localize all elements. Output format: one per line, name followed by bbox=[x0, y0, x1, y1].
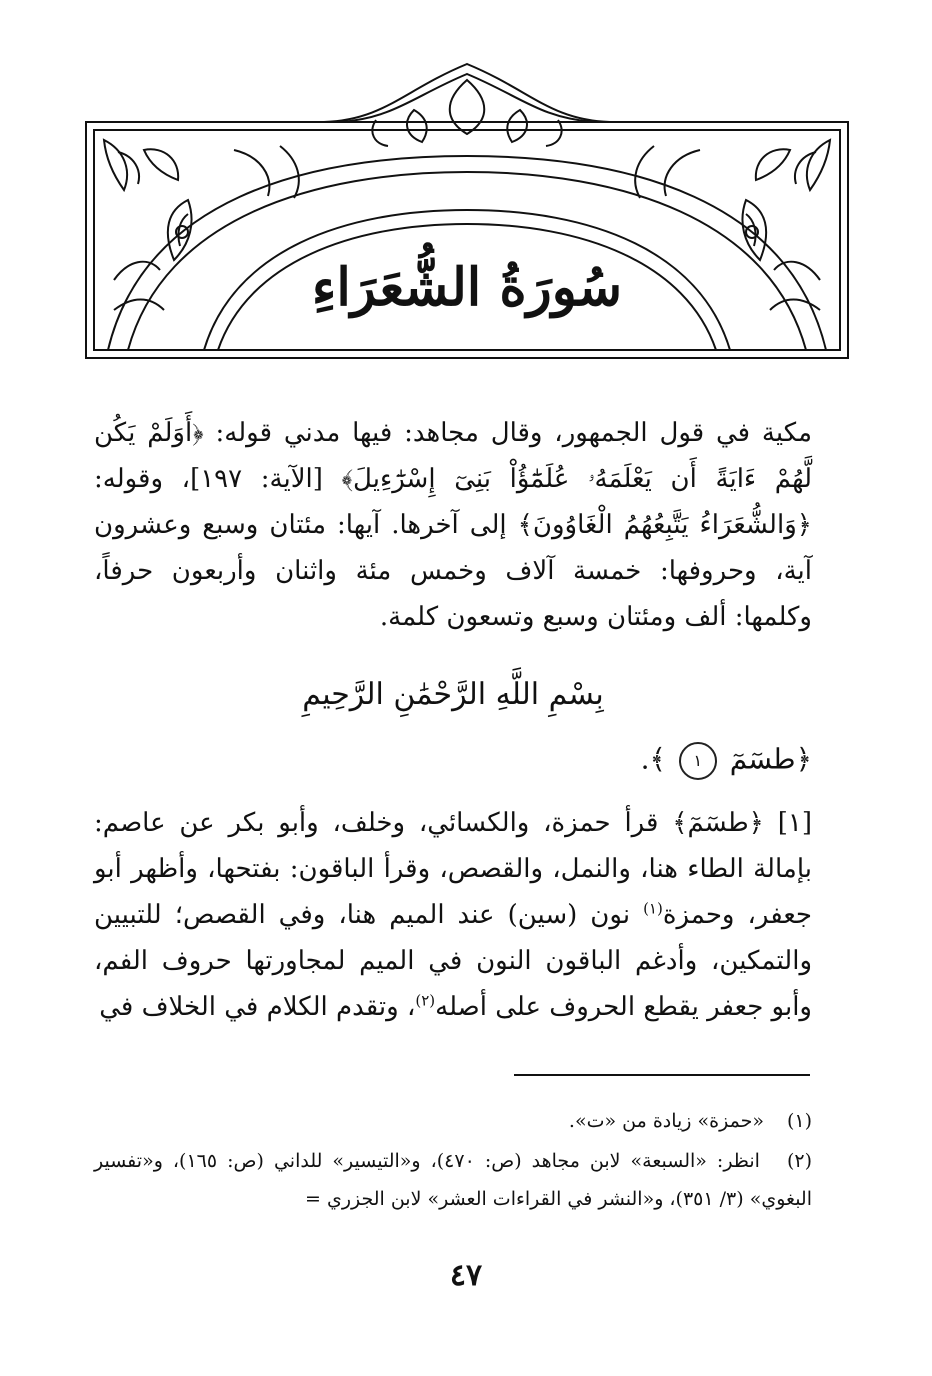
footnote-ref: (١) bbox=[643, 899, 663, 918]
footnote-number: (١) bbox=[786, 1110, 812, 1132]
page-number: ٤٧ bbox=[449, 1258, 483, 1293]
intro-paragraph: مكية في قول الجمهور، وقال مجاهد: فيها مدني قوله: ﴿أَوَلَمْ يَكُن لَّهُمْ ءَايَةً أَن يَعْلَمَهُۥ عُلَمَٰٓؤُاْ بَنِىٓ إِسْرَٰٓءِيلَ﴾ [الآية: ١٩٧]، وقوله: ﴿وَالشُّعَرَاءُ يَتَّبِعُهُمُ الْغَاوُونَ﴾ إلى آخرها. آيها: مئتان وسبع وعشرون آية، وحروفها: خمسة آلاف وخمس مئة واثنان وأربعون حرفاً، وكلمها: ألف ومئتان وسبع وتسعون كلمة. bbox=[94, 418, 812, 632]
footnote-number: (٢) bbox=[786, 1150, 813, 1172]
footnote-divider bbox=[514, 1074, 810, 1076]
footnote-ref: (٢) bbox=[415, 991, 436, 1010]
first-ayah bbox=[641, 742, 812, 780]
footnote-text: انظر: «السبعة» لابن مجاهد (ص: ٤٧٠)، و«التيسير» للداني (ص: ١٦٥)، و«تفسير البغوي» (٣/ ٣٥١)، و«النشر في القراءات العشر» لابن الجزري = bbox=[94, 1150, 812, 1210]
commentary-text: ، وتقدم الكلام في الخلاف في bbox=[99, 992, 416, 1022]
ayah-close: ﴾. bbox=[640, 742, 666, 776]
commentary-text: نون (سين) عند الميم هنا، وفي القصص؛ للتبيين والتمكين، وأدغم الباقون النون في الميم لمجاورتها حروف الفم، وأبو جعفر يقطع الحروف على أصله bbox=[94, 900, 812, 1022]
commentary-text: [١] ﴿طسٓمٓ﴾ قرأ حمزة، والكسائي، وخلف، وأبو بكر عن عاصم: بإمالة الطاء هنا، والنمل، والقصص، وقرأ الباقون: بفتحها، وأظهر أبو جعفر، وحمزة bbox=[94, 808, 812, 930]
ayah-number-marker: ١ bbox=[679, 742, 717, 780]
commentary-paragraph bbox=[94, 800, 812, 1030]
footnote bbox=[94, 1102, 812, 1140]
basmala: بِسْمِ اللَّهِ الرَّحْمَٰنِ الرَّحِيمِ bbox=[302, 677, 604, 712]
footnote bbox=[94, 1142, 812, 1218]
footnote-text: «حمزة» زيادة من «ت». bbox=[568, 1110, 764, 1132]
ayah-text: ﴿طسٓمٓ bbox=[729, 742, 812, 776]
surah-title: سُورَةُ الشُّعَرَاءِ bbox=[311, 257, 623, 318]
